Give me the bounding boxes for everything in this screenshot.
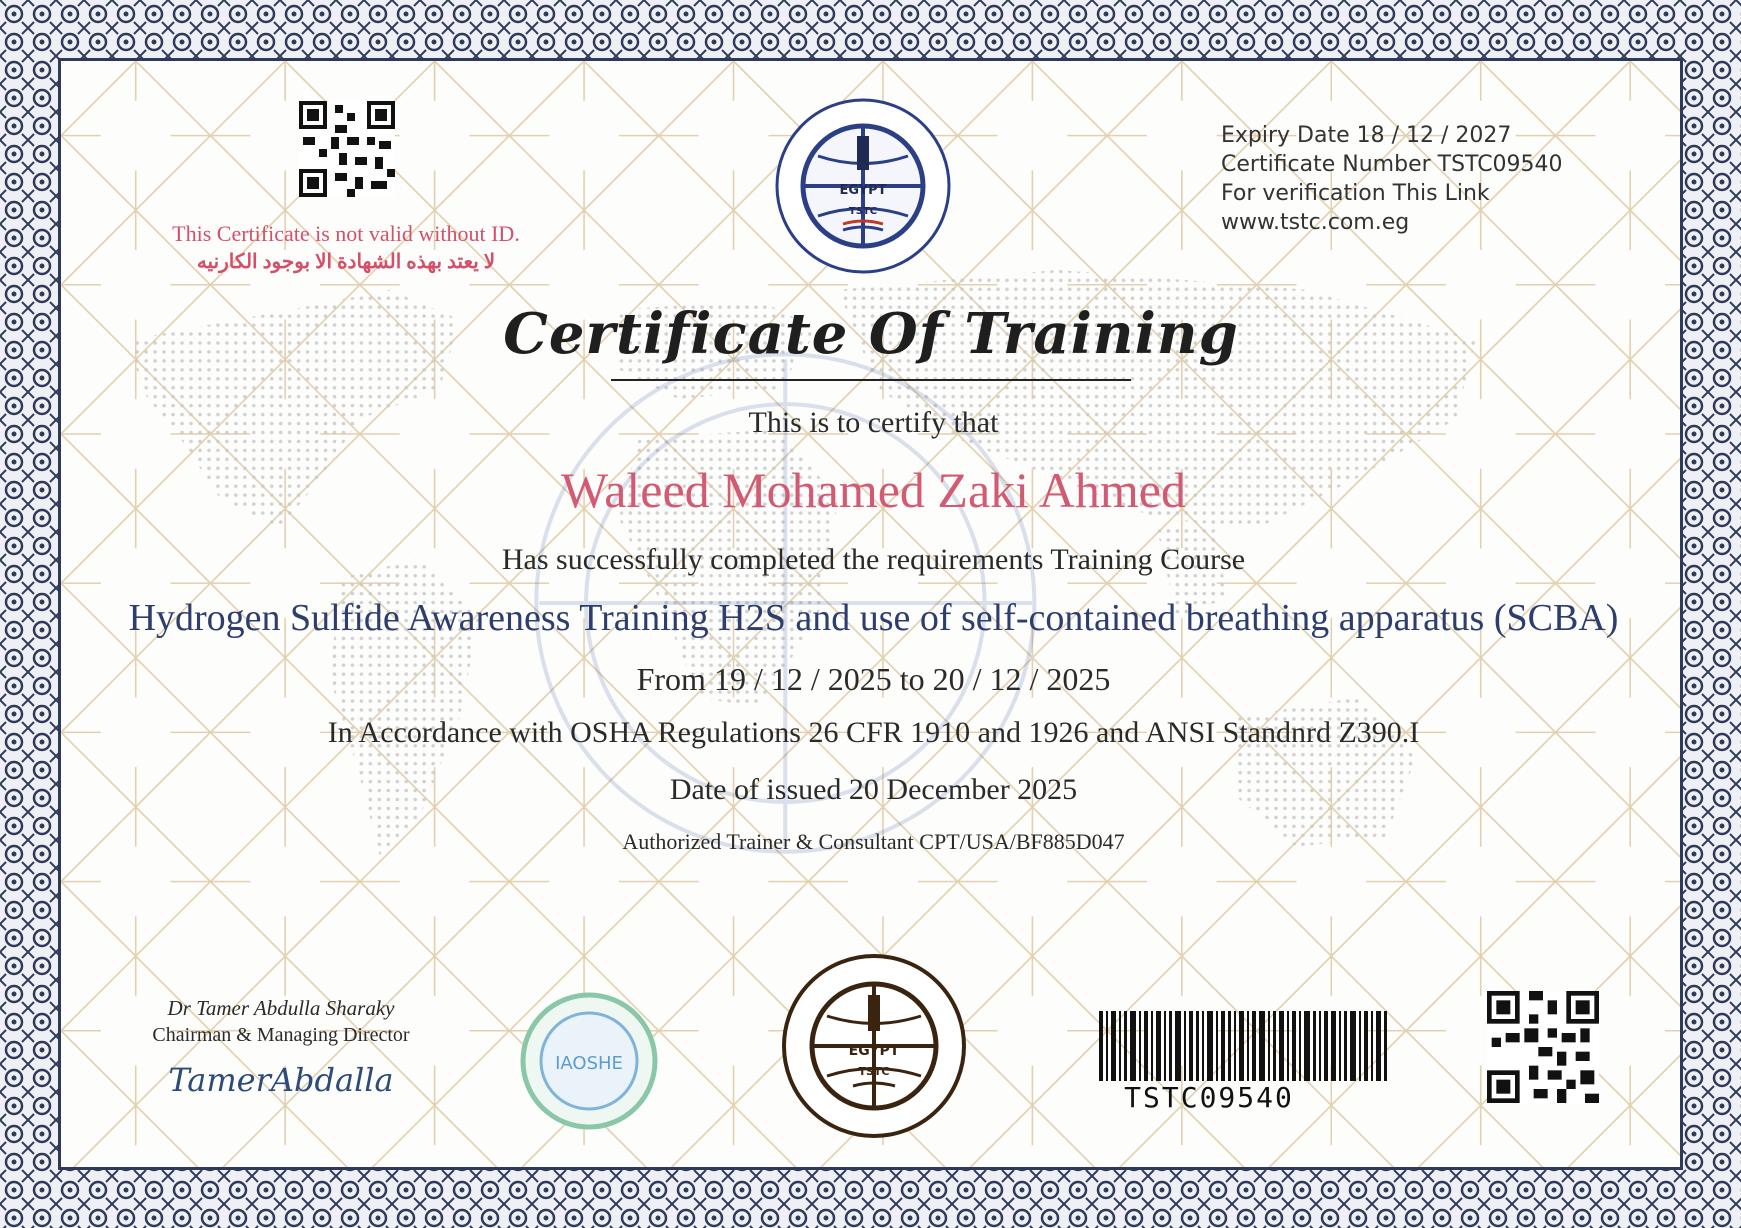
qr-code-top [299, 101, 395, 197]
verification-label: For verification This Link [1221, 181, 1490, 206]
company-logo-top [773, 96, 953, 276]
certificate-number: Certificate Number TSTC09540 [1221, 152, 1563, 177]
regulation-statement: In Accordance with OSHA Regulations 26 CFR 1910 and 1926 and ANSI Standnrd Z390.I [327, 716, 1420, 749]
expiry-date: Expiry Date 18 / 12 / 2027 [1221, 123, 1512, 148]
verification-link[interactable]: www.tstc.com.eg [1221, 210, 1410, 235]
completion-statement: Has successfully completed the requirements Training Course [501, 543, 1246, 576]
barcode [1099, 1011, 1389, 1081]
logo-egypt-text: EGYPT [839, 183, 887, 198]
certificate-body [58, 58, 1683, 1170]
iaoshe-seal [519, 991, 659, 1131]
company-stamp-bottom [779, 951, 969, 1141]
barcode-number: TSTC09540 [1124, 1081, 1294, 1114]
issue-date: Date of issued 20 December 2025 [669, 773, 1078, 806]
signer-role: Chairman & Managing Director [152, 1024, 410, 1046]
stamp-tstc-text: TSTC [858, 1065, 890, 1078]
certify-line: This is to certify that [748, 406, 999, 439]
stamp-egypt-text: EGYPT [848, 1043, 900, 1059]
recipient-name: Waleed Mohamed Zaki Ahmed [561, 462, 1186, 518]
iaoshe-label: IAOSHE [555, 1053, 623, 1074]
validity-notice-en: This Certificate is not valid without ID. [172, 221, 520, 246]
signer-name: Dr Tamer Abdulla Sharaky [167, 996, 395, 1020]
trainer-id: Authorized Trainer & Consultant CPT/USA/BF885D047 [622, 829, 1125, 854]
certificate-title: Certificate Of Training [503, 301, 1239, 367]
signature: TamerAbdalla [168, 1061, 394, 1099]
certificate-meta [1221, 121, 1563, 237]
course-dates: From 19 / 12 / 2025 to 20 / 12 / 2025 [636, 661, 1111, 697]
validity-notice-ar: لا يعتد بهذه الشهادة الا بوجود الكارنيه [196, 251, 496, 273]
qr-code-bottom [1487, 991, 1599, 1103]
title-underline [611, 379, 1131, 381]
logo-tstc-text: TSTC [848, 206, 878, 217]
course-title: Hydrogen Sulfide Awareness Training H2S and use of self-contained breathing apparatus (SCBA) [128, 597, 1619, 639]
